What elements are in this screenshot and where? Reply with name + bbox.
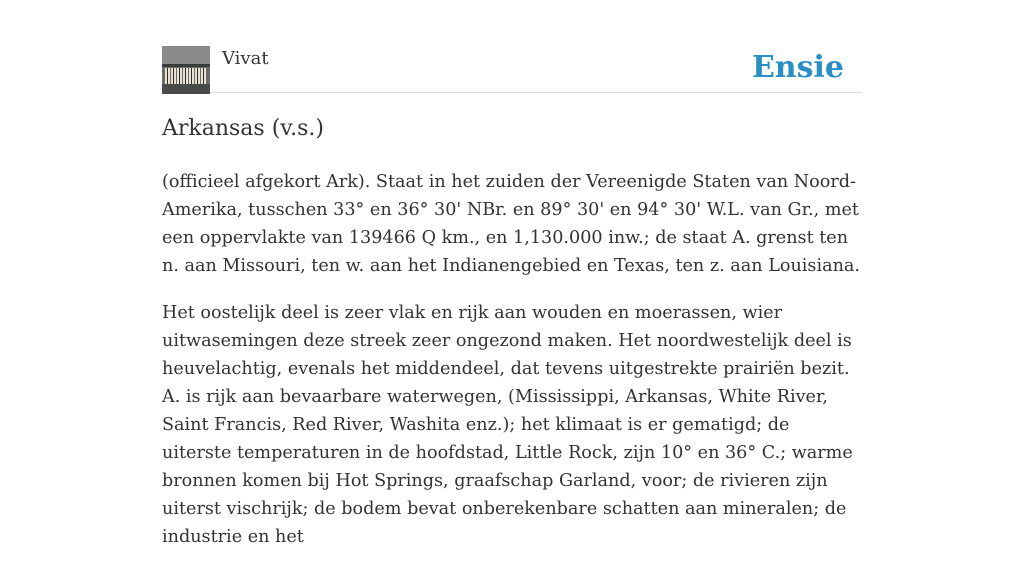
page xyxy=(162,0,862,547)
bookshelf-image xyxy=(162,46,210,94)
entry-paragraph: (officieel afgekort Ark). Staat in het zuiden der Vereenigde Staten van Noord-Amerika, tusschen 33° en 36° 30' NBr. en 89° 30' en 94° 30' W.L. van Gr., met een oppervlakte van 139466 Q km., en 1,130.000 inw.; de staat A. grenst ten n. aan Missouri, ten w. aan het Indianengebied en Texas, ten z. aan Louisiana. xyxy=(162,172,860,276)
books-avatar-icon[interactable] xyxy=(162,46,210,94)
source-name[interactable]: Vivat xyxy=(222,48,269,69)
entry-body xyxy=(162,168,864,570)
entry-header xyxy=(162,46,862,93)
entry-title: Arkansas (v.s.) xyxy=(162,116,324,141)
entry-paragraph: Het oostelijk deel is zeer vlak en rijk aan wouden en moerassen, wier uitwasemingen deze streek zeer ongezond maken. Het noordwestelijk deel is heuvelachtig, evenals het middendeel, dat tevens uitgestrekte prairiën bezit. A. is rijk aan bevaarbare waterwegen, (Mississippi, Arkansas, White River, Saint Francis, Red River, Washita enz.); het klimaat is er gematigd; de uiterste temperaturen in de hoofdstad, Little Rock, zijn 10° en 36° C.; warme bronnen komen bij Hot Springs, graafschap Garland, voor; de rivieren zijn uiterst vischrijk; de bodem bevat onberekenbare schatten aan mineralen; de industrie en het xyxy=(162,303,853,547)
ensie-logo[interactable]: Ensie xyxy=(751,50,844,85)
